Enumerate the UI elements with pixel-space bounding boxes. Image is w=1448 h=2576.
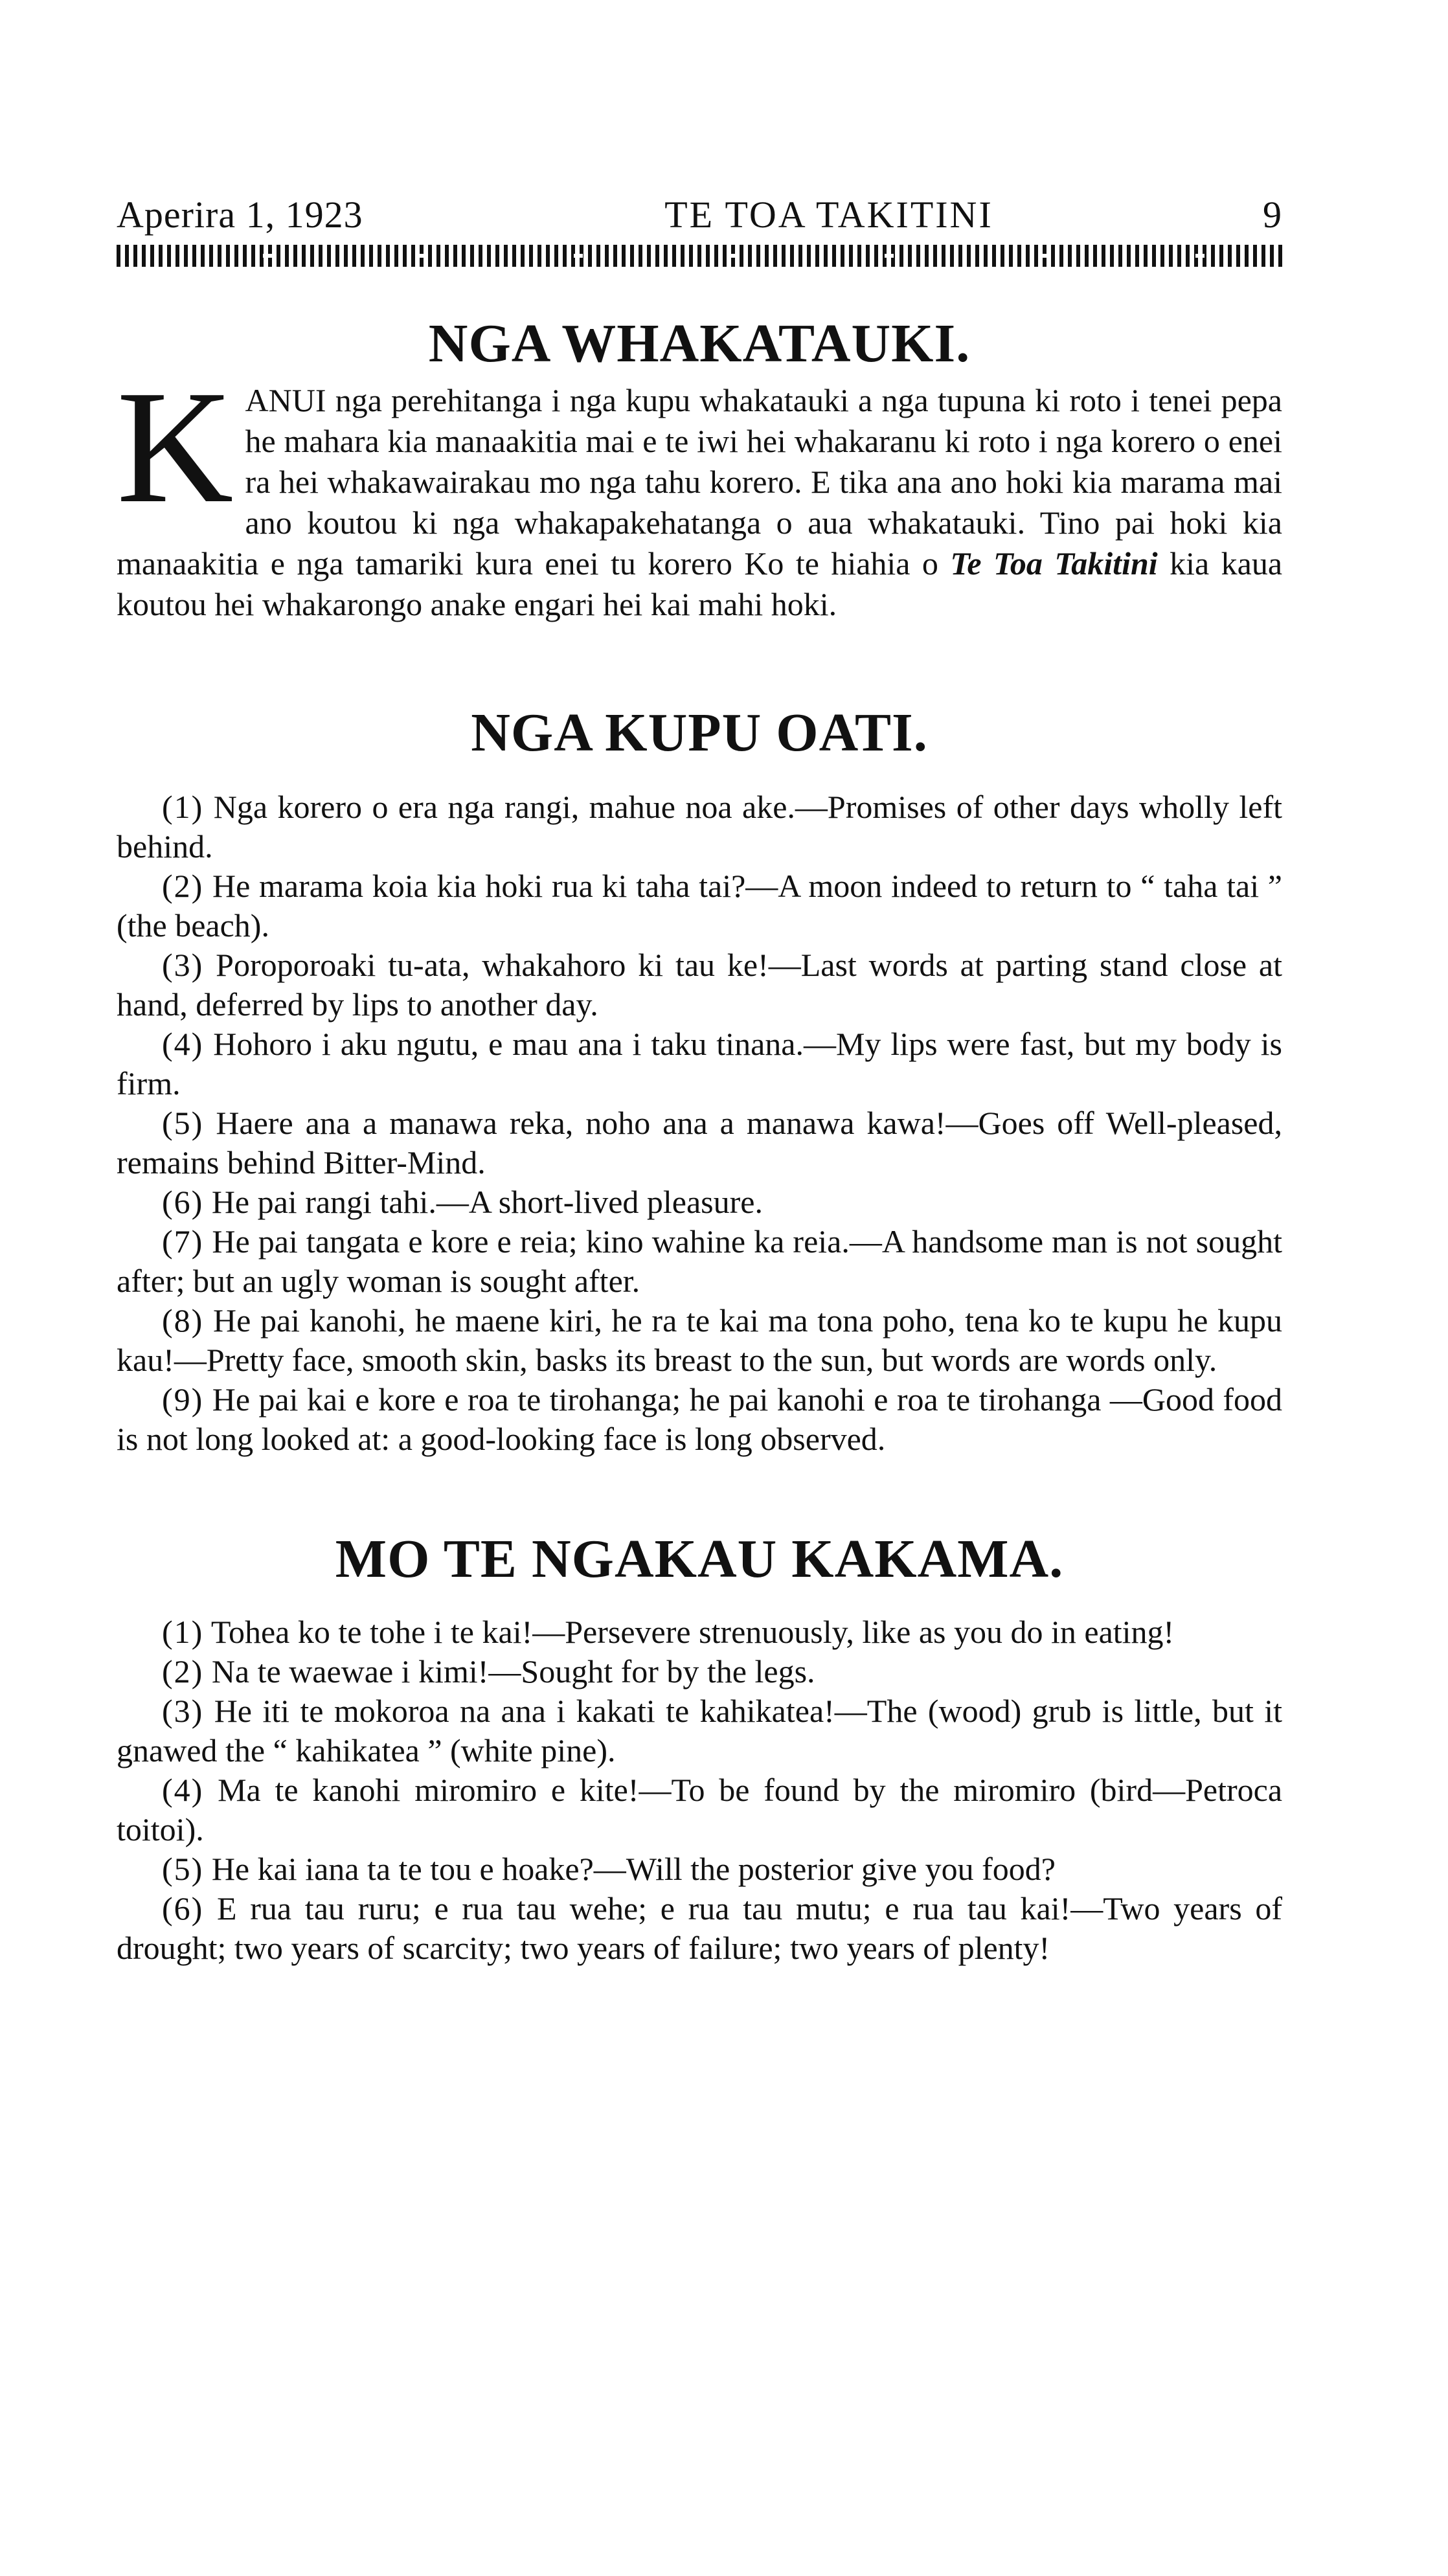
intro-text-part2: kia kaua koutou hei whakarongo anake engari hei kai mahi hoki.: [117, 545, 1283, 622]
item-text: E rua tau ruru; e rua tau wehe; e rua tau mutu; e rua tau kai!—Two years of drought; two years of scarcity; two years of failure; two years of plenty!: [117, 1890, 1282, 1966]
item-number: (2): [162, 1653, 204, 1689]
list-item: [117, 866, 1282, 945]
item-text: Haere ana a manawa reka, noho ana a manawa kawa!—Goes off Well-pleased, remains behind Bitter-Mind.: [117, 1104, 1283, 1181]
list-item: [117, 1301, 1282, 1380]
item-number: (3): [162, 1692, 204, 1729]
item-text: He marama koia kia hoki rua ki taha tai?—A moon indeed to return to “ taha tai ” (the beach).: [117, 867, 1283, 943]
list-item: [117, 1222, 1282, 1301]
intro-paragraph: [117, 357, 1283, 625]
list-item: [117, 1849, 1282, 1889]
item-number: (8): [162, 1302, 204, 1339]
item-text: Na te waewae i kimi!—Sought for by the legs.: [211, 1653, 815, 1689]
page: [117, 194, 1282, 1968]
header-publication: TE TOA TAKITINI: [664, 194, 993, 236]
item-number: (6): [162, 1890, 204, 1926]
list-item: [117, 1889, 1282, 1968]
item-number: (3): [162, 946, 204, 983]
item-number: (4): [162, 1025, 204, 1062]
item-text: Nga korero o era nga rangi, mahue noa ake.—Promises of other days wholly left behind.: [117, 788, 1283, 864]
section-title-ngakau-kakama: MO TE NGAKAU KAKAMA.: [335, 1528, 1064, 1589]
list-item: [117, 1182, 1282, 1222]
item-number: (1): [162, 1613, 204, 1650]
list-item: [117, 1612, 1282, 1652]
item-number: (6): [162, 1183, 204, 1220]
ngakau-kakama-list: [117, 1612, 1282, 1968]
item-text: Hohoro i aku ngutu, e mau ana i taku tinana.—My lips were fast, but my body is firm.: [117, 1025, 1283, 1102]
item-number: (9): [162, 1381, 204, 1418]
item-text: He iti te mokoroa na ana i kakati te kahikatea!—The (wood) grub is little, but it gnawed the “ kahikatea ” (white pine).: [117, 1692, 1282, 1768]
item-number: (7): [162, 1223, 204, 1260]
item-number: (1): [162, 788, 204, 825]
item-number: (4): [162, 1771, 204, 1808]
item-number: (5): [162, 1850, 204, 1887]
list-item: [117, 787, 1282, 866]
list-item: [117, 1691, 1282, 1770]
list-item: [117, 1103, 1282, 1182]
item-text: Tohea ko te tohe i te kai!—Persevere strenuously, like as you do in eating!: [210, 1613, 1175, 1650]
kupu-oati-list: [117, 787, 1282, 1459]
list-item: [117, 1024, 1282, 1103]
intro-text-part1: ANUI nga perehitanga i nga kupu whakatauki a nga tupuna ki roto i tenei pepa he mahara kia manaakitia mai e te iwi hei whakaranu ki roto i nga korero o enei ra hei whakawairakau mo nga tahu korero. E tika ana ano hoki kia marama mai ano koutou ki nga whakapakehatanga o aua whakatauki. Tino pai hoki kia manaakitia e nga tamariki kura enei tu korero Ko te hiahia o: [117, 381, 1282, 582]
item-text: He pai rangi tahi.—A short-lived pleasure.: [211, 1183, 763, 1220]
header-page-number: 9: [1263, 194, 1282, 236]
item-number: (2): [162, 867, 204, 904]
item-text: He pai kai e kore e roa te tirohanga; he pai kanohi e roa te tirohanga —Good food is not long looked at: a good-looking face is long observed.: [117, 1381, 1282, 1457]
running-header: [117, 194, 1282, 236]
drop-cap: K: [117, 357, 234, 537]
item-text: He pai kanohi, he maene kiri, he ra te kai ma tona poho, tena ko te kupu he kupu kau!—Pretty face, smooth skin, basks its breast to the sun, but words are words only.: [117, 1302, 1282, 1378]
ornamental-rule: [117, 245, 1282, 267]
item-text: He kai iana ta te tou e hoake?—Will the posterior give you food?: [211, 1850, 1056, 1887]
list-item: [117, 1652, 1282, 1691]
item-text: Ma te kanohi miromiro e kite!—To be found by the miromiro (bird—Petroca toitoi).: [117, 1771, 1283, 1847]
item-text: He pai tangata e kore e reia; kino wahine ka reia.—A handsome man is not sought after; but an ugly woman is sought after.: [117, 1223, 1282, 1299]
item-number: (5): [162, 1104, 204, 1141]
list-item: [117, 1770, 1282, 1849]
intro-italic-title: Te Toa Takitini: [950, 545, 1158, 582]
section-title-kupu-oati: NGA KUPU OATI.: [471, 702, 928, 763]
list-item: [117, 945, 1282, 1024]
section-title-whakatauki: NGA WHAKATAUKI.: [428, 313, 971, 374]
header-date: Aperira 1, 1923: [117, 194, 363, 236]
item-text: Poroporoaki tu-ata, whakahoro ki tau ke!—Last words at parting stand close at hand, deferred by lips to another day.: [117, 946, 1283, 1022]
list-item: [117, 1380, 1282, 1459]
